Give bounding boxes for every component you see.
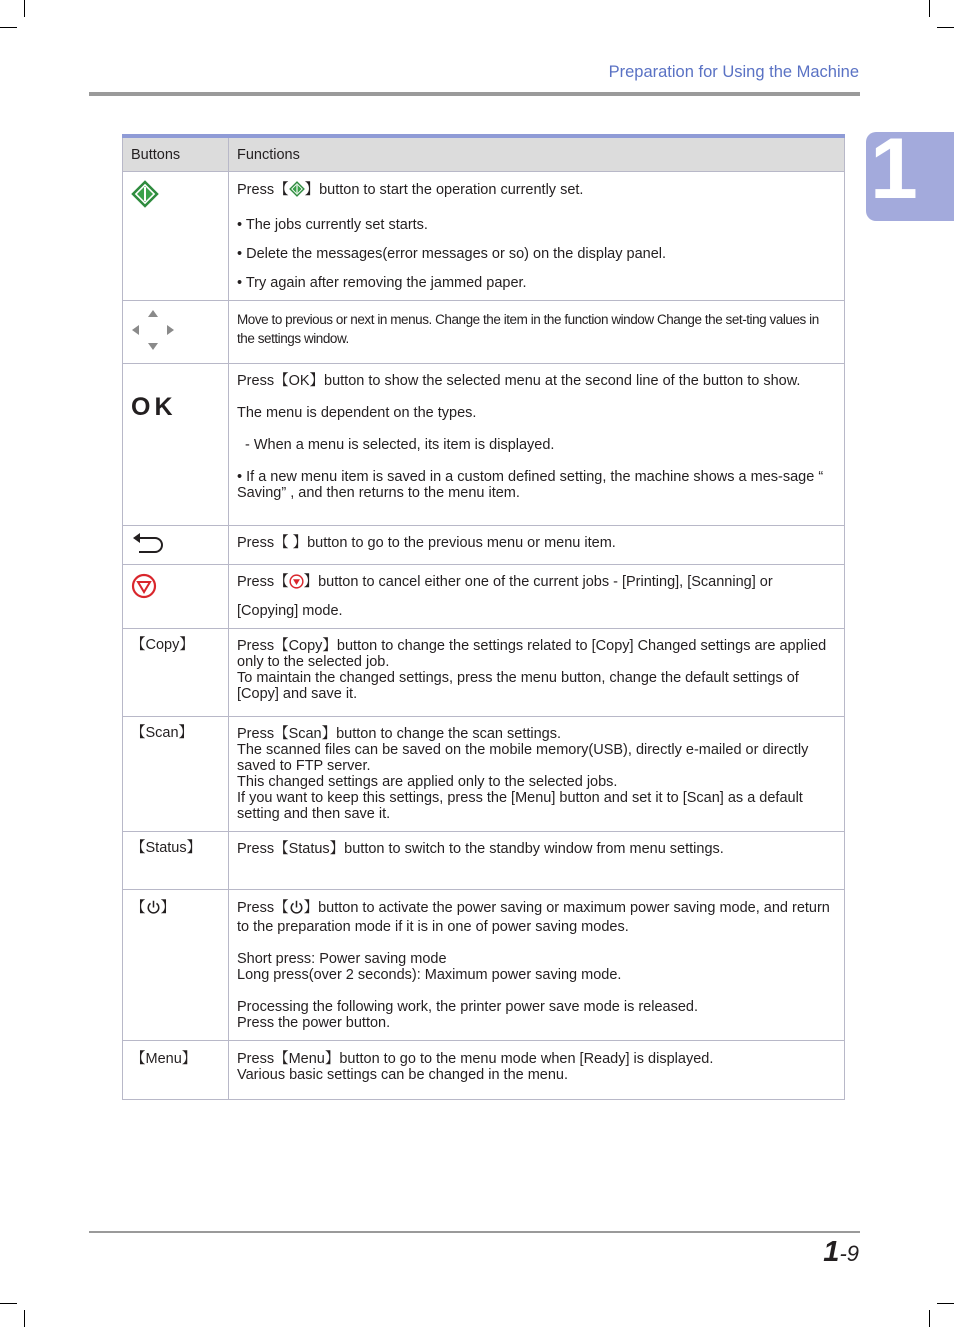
page-number-chapter: 1 xyxy=(823,1236,840,1268)
copy-line: To maintain the changed settings, press the menu button, change the default settings of [Copy] and save it. xyxy=(237,670,799,702)
start-icon xyxy=(131,196,159,212)
header-buttons: Buttons xyxy=(123,136,229,172)
table-row-arrows xyxy=(123,301,845,364)
power-processing: Processing the following work, the printer power save mode is released. xyxy=(237,999,699,1015)
copy-line: Press【Copy】button to change the settings related to [Copy] Changed settings are applied only to the selected job. xyxy=(237,638,827,670)
start-text-pre: Press【 xyxy=(237,182,289,198)
scan-line: The scanned files can be saved on the mobile memory(USB), directly e-mailed or directly saved to FTP server. xyxy=(237,742,809,774)
scan-line: If you want to keep this settings, press the [Menu] button and set it to [Scan] as a default setting and then save it. xyxy=(237,790,803,822)
copy-button-label: 【Copy】 xyxy=(131,637,194,653)
crop-mark xyxy=(929,1310,930,1327)
scan-button-cell xyxy=(123,717,229,832)
start-text-post: 】button to start the operation currently set. xyxy=(304,182,584,198)
status-function-cell xyxy=(229,832,845,890)
power-press-power: Press the power button. xyxy=(237,1015,391,1031)
page-number xyxy=(823,1236,859,1269)
crop-mark xyxy=(24,0,25,17)
ok-line1: Press【OK】button to show the selected menu at the second line of the button to show. xyxy=(237,373,801,389)
page-header-title: Preparation for Using the Machine xyxy=(608,63,859,81)
back-button-cell xyxy=(123,526,229,565)
power-text-post: 】button to activate the power saving or maximum power saving mode, and return to the preparation mode if it is in one of power saving modes. xyxy=(237,900,830,935)
table-header-row xyxy=(123,136,845,172)
footer-rule xyxy=(89,1231,860,1233)
crop-mark xyxy=(937,1303,954,1304)
ok-button-label: OK xyxy=(131,393,177,421)
start-function-cell: Press【 】button to start the operation currently set. • The jobs currently set starts. • Delete the messages(error messages or so) on the display panel. • Try again after removing the jammed paper. xyxy=(229,172,845,301)
start-bullet: The jobs currently set starts. xyxy=(245,217,428,233)
arrows-button-cell xyxy=(123,301,229,364)
header-rule xyxy=(89,92,860,96)
chapter-tab xyxy=(866,121,954,221)
chapter-tab-number: 1 xyxy=(870,121,918,217)
power-icon xyxy=(146,900,161,919)
arrows-text: Move to previous or next in menus. Change the item in the function window Change the set-ting values in the settings window. xyxy=(237,312,819,346)
scan-line: Press【Scan】button to change the scan settings. xyxy=(237,726,562,742)
menu-line: Various basic settings can be changed in the menu. xyxy=(237,1067,569,1083)
table-row-power xyxy=(123,890,845,1041)
power-text-pre: Press【 xyxy=(237,900,289,916)
navigation-arrows-icon xyxy=(131,339,175,355)
menu-function-cell xyxy=(229,1041,845,1100)
ok-line3: - When a menu is selected, its item is displayed. xyxy=(245,437,555,453)
stop-text-post: 】button to cancel either one of the current jobs - [Printing], [Scanning] or xyxy=(303,574,773,590)
page-number-page: -9 xyxy=(839,1241,859,1266)
power-button-cell xyxy=(123,890,229,1041)
start-icon-inline xyxy=(289,181,305,201)
crop-mark xyxy=(0,1303,17,1304)
crop-mark xyxy=(937,27,954,28)
start-button-cell xyxy=(123,172,229,301)
status-button-cell xyxy=(123,832,229,890)
ok-bullet: If a new menu item is saved in a custom defined setting, the machine shows a mes-sage “ Saving” , and then returns to the menu item. xyxy=(237,469,824,501)
status-text: Press【Status】button to switch to the standby window from menu settings. xyxy=(237,841,724,857)
back-function-cell xyxy=(229,526,845,565)
menu-button-cell xyxy=(123,1041,229,1100)
table-row-start xyxy=(123,172,845,301)
power-function-cell xyxy=(229,890,845,1041)
copy-function-cell xyxy=(229,629,845,717)
table-row-stop xyxy=(123,565,845,629)
table-row-scan xyxy=(123,717,845,832)
table-row-menu xyxy=(123,1041,845,1100)
copy-button-cell xyxy=(123,629,229,717)
arrows-function-cell xyxy=(229,301,845,364)
back-arrow-icon xyxy=(131,544,165,560)
table-row-status xyxy=(123,832,845,890)
start-bullet: Delete the messages(error messages or so) on the display panel. xyxy=(246,246,667,262)
start-bullet: Try again after removing the jammed paper. xyxy=(245,275,527,291)
stop-icon-inline xyxy=(289,574,304,593)
stop-function-cell xyxy=(229,565,845,629)
ok-function-cell: Press【OK】button to show the selected menu at the second line of the button to show. The menu is dependent on the types. - When a menu is selected, its item is displayed. • If a new menu item is saved in a custom defined setting, the machine shows a mes-sage “ Saving” , and then returns to the menu item. xyxy=(229,364,845,526)
header-functions: Functions xyxy=(229,136,845,172)
scan-button-label: 【Scan】 xyxy=(131,725,194,741)
ok-line2: The menu is dependent on the types. xyxy=(237,405,477,421)
power-label-pre: 【 xyxy=(131,900,146,916)
stop-icon xyxy=(131,587,157,603)
table-row-back xyxy=(123,526,845,565)
status-button-label: 【Status】 xyxy=(131,840,202,856)
stop-text-pre: Press【 xyxy=(237,574,289,590)
scan-line: This changed settings are applied only to the selected jobs. xyxy=(237,774,618,790)
stop-line2: [Copying] mode. xyxy=(237,603,343,619)
stop-button-cell xyxy=(123,565,229,629)
scan-function-cell xyxy=(229,717,845,832)
power-label-post: 】 xyxy=(160,900,175,916)
menu-line: Press【Menu】button to go to the menu mode when [Ready] is displayed. xyxy=(237,1051,714,1067)
menu-button-label: 【Menu】 xyxy=(131,1051,197,1067)
power-long-press: Long press(over 2 seconds): Maximum power saving mode. xyxy=(237,967,622,983)
back-text: Press【 】button to go to the previous menu or menu item. xyxy=(237,535,616,551)
power-icon-inline xyxy=(289,900,304,919)
button-functions-table xyxy=(122,134,845,1100)
ok-button-cell xyxy=(123,364,229,526)
table-row-ok xyxy=(123,364,845,526)
crop-mark xyxy=(24,1310,25,1327)
power-short-press: Short press: Power saving mode xyxy=(237,951,447,967)
crop-mark xyxy=(929,0,930,17)
crop-mark xyxy=(0,27,17,28)
table-row-copy xyxy=(123,629,845,717)
